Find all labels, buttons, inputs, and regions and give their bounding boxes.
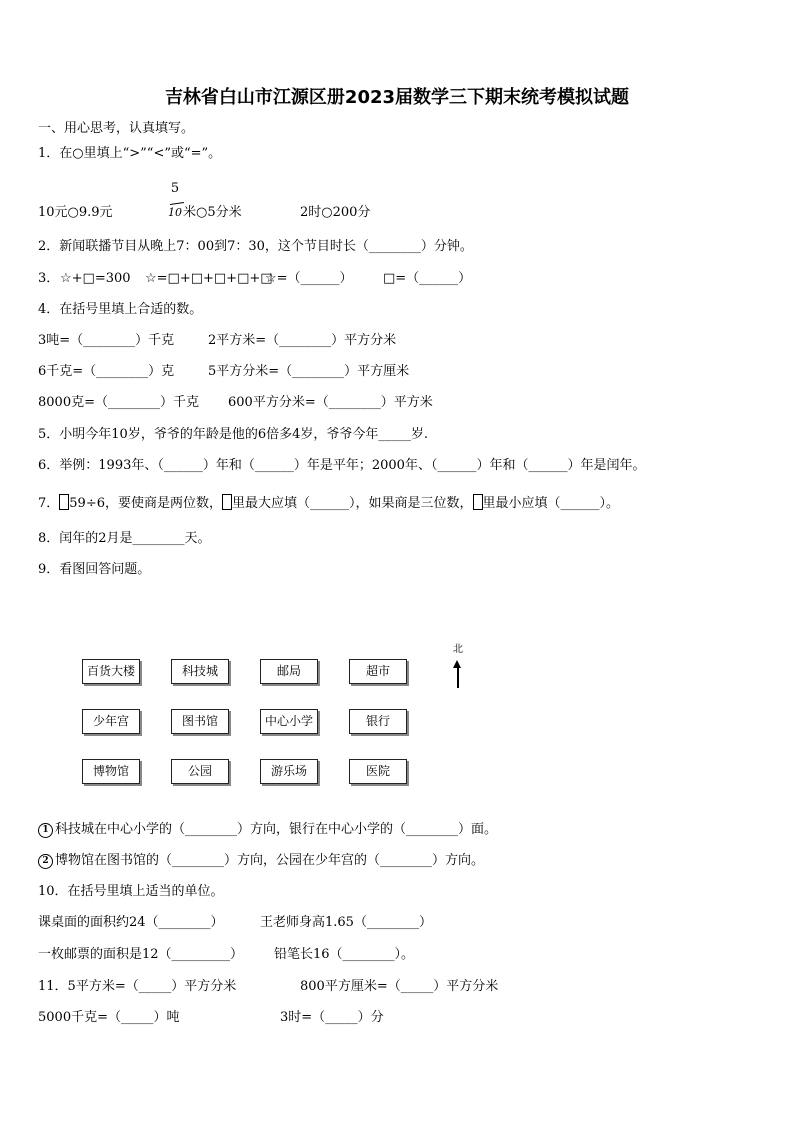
- q3-d: □=（______）: [383, 271, 472, 286]
- q11-c: 5000千克=（_____）吨: [38, 1010, 180, 1025]
- q7-label: 7．: [38, 496, 60, 511]
- map-box: 邮局: [260, 659, 318, 684]
- q4-r3b: 600平方分米=（________）平方米: [228, 395, 433, 410]
- circled-number-icon: 2: [38, 854, 53, 869]
- map-box: 医院: [349, 759, 407, 784]
- map-box: 公园: [171, 759, 229, 784]
- north-label: 北: [453, 644, 463, 655]
- q10-text: 10．在括号里填上适当的单位。: [38, 884, 224, 899]
- blank-box-icon: [59, 494, 69, 510]
- q5-text: 5．小明今年10岁，爷爷的年龄是他的6倍多4岁，爷爷今年_____岁.: [38, 427, 428, 442]
- map-box: 银行: [349, 709, 407, 734]
- q4-r1b: 2平方米=（________）平方分米: [208, 333, 397, 348]
- q10-d: 铅笔长16（________）。: [274, 947, 415, 962]
- map-box: 超市: [349, 659, 407, 684]
- q11-a: 11．5平方米=（_____）平方分米: [38, 979, 237, 994]
- q9-text: 9．看图回答问题。: [38, 562, 151, 577]
- north-arrow-shaft: [457, 666, 459, 688]
- q11-b: 800平方厘米=（_____）平方分米: [300, 979, 499, 994]
- q4-r1a: 3吨=（________）千克: [38, 333, 175, 348]
- q7-part1: 59÷6，要使商是两位数，: [69, 496, 222, 511]
- q1-c: 2时○200分: [300, 205, 371, 220]
- q11-d: 3时=（_____）分: [280, 1010, 384, 1025]
- map-box: 科技城: [171, 659, 229, 684]
- q9-sub1: [38, 822, 497, 838]
- circled-number-icon: 1: [38, 823, 53, 838]
- fraction-numerator: 5: [170, 181, 180, 196]
- map-box: 博物馆: [82, 759, 140, 784]
- q3-c: ☆=（______）: [265, 271, 353, 286]
- q9-sub2: [38, 853, 484, 869]
- q3-b: ☆=□+□+□+□+□: [145, 271, 273, 286]
- section-heading: 一、用心思考，认真填写。: [38, 121, 195, 136]
- q3-label: 3．: [38, 271, 60, 286]
- q2-text: 2．新闻联播节目从晚上7：00到7：30，这个节目时长（________）分钟。: [38, 239, 473, 254]
- blank-box-icon: [222, 494, 232, 510]
- page-title: 吉林省白山市江源区册2023届数学三下期末统考模拟试题: [164, 87, 630, 108]
- q8-text: 8．闰年的2月是________天。: [38, 531, 211, 546]
- q4-r2b: 5平方分米=（________）平方厘米: [208, 364, 410, 379]
- q7-part2: 里最大应填（______），如果商是三位数，: [232, 496, 473, 511]
- q10-b: 王老师身高1.65（________）: [260, 915, 432, 930]
- q10-c: 一枚邮票的面积是12（_________）: [38, 947, 244, 962]
- q3-a: ☆+□=300: [60, 271, 131, 286]
- map-box: 百货大楼: [82, 659, 140, 684]
- q1-text: 1．在○里填上“>”“<”或“=”。: [38, 146, 222, 161]
- q7-part3: 里最小应填（______）。: [482, 496, 620, 511]
- q10-a: 课桌面的面积约24（________）: [38, 915, 224, 930]
- fraction-denominator: 10: [168, 206, 182, 219]
- map-box: 图书馆: [171, 709, 229, 734]
- map-box: 少年宫: [82, 709, 140, 734]
- q7-line: [38, 494, 619, 512]
- q1-a: 10元○9.9元: [38, 205, 113, 220]
- map-box: 游乐场: [260, 759, 318, 784]
- q4-r3a: 8000克=（________）千克: [38, 395, 199, 410]
- q1-b: 米○5分米: [183, 205, 242, 220]
- q9-sub2-text: 博物馆在图书馆的（________）方向，公园在少年宫的（________）方向。: [55, 853, 485, 868]
- blank-box-icon: [473, 494, 483, 510]
- q6-text: 6．举例：1993年、（______）年和（______）年是平年；2000年、（______）年和（______）年是闰年。: [38, 458, 646, 473]
- map-box: 中心小学: [260, 709, 318, 734]
- q4-r2a: 6千克=（________）克: [38, 364, 175, 379]
- q4-text: 4．在括号里填上合适的数。: [38, 302, 203, 317]
- q9-sub1-text: 科技城在中心小学的（________）方向，银行在中心小学的（________）面。: [55, 822, 498, 837]
